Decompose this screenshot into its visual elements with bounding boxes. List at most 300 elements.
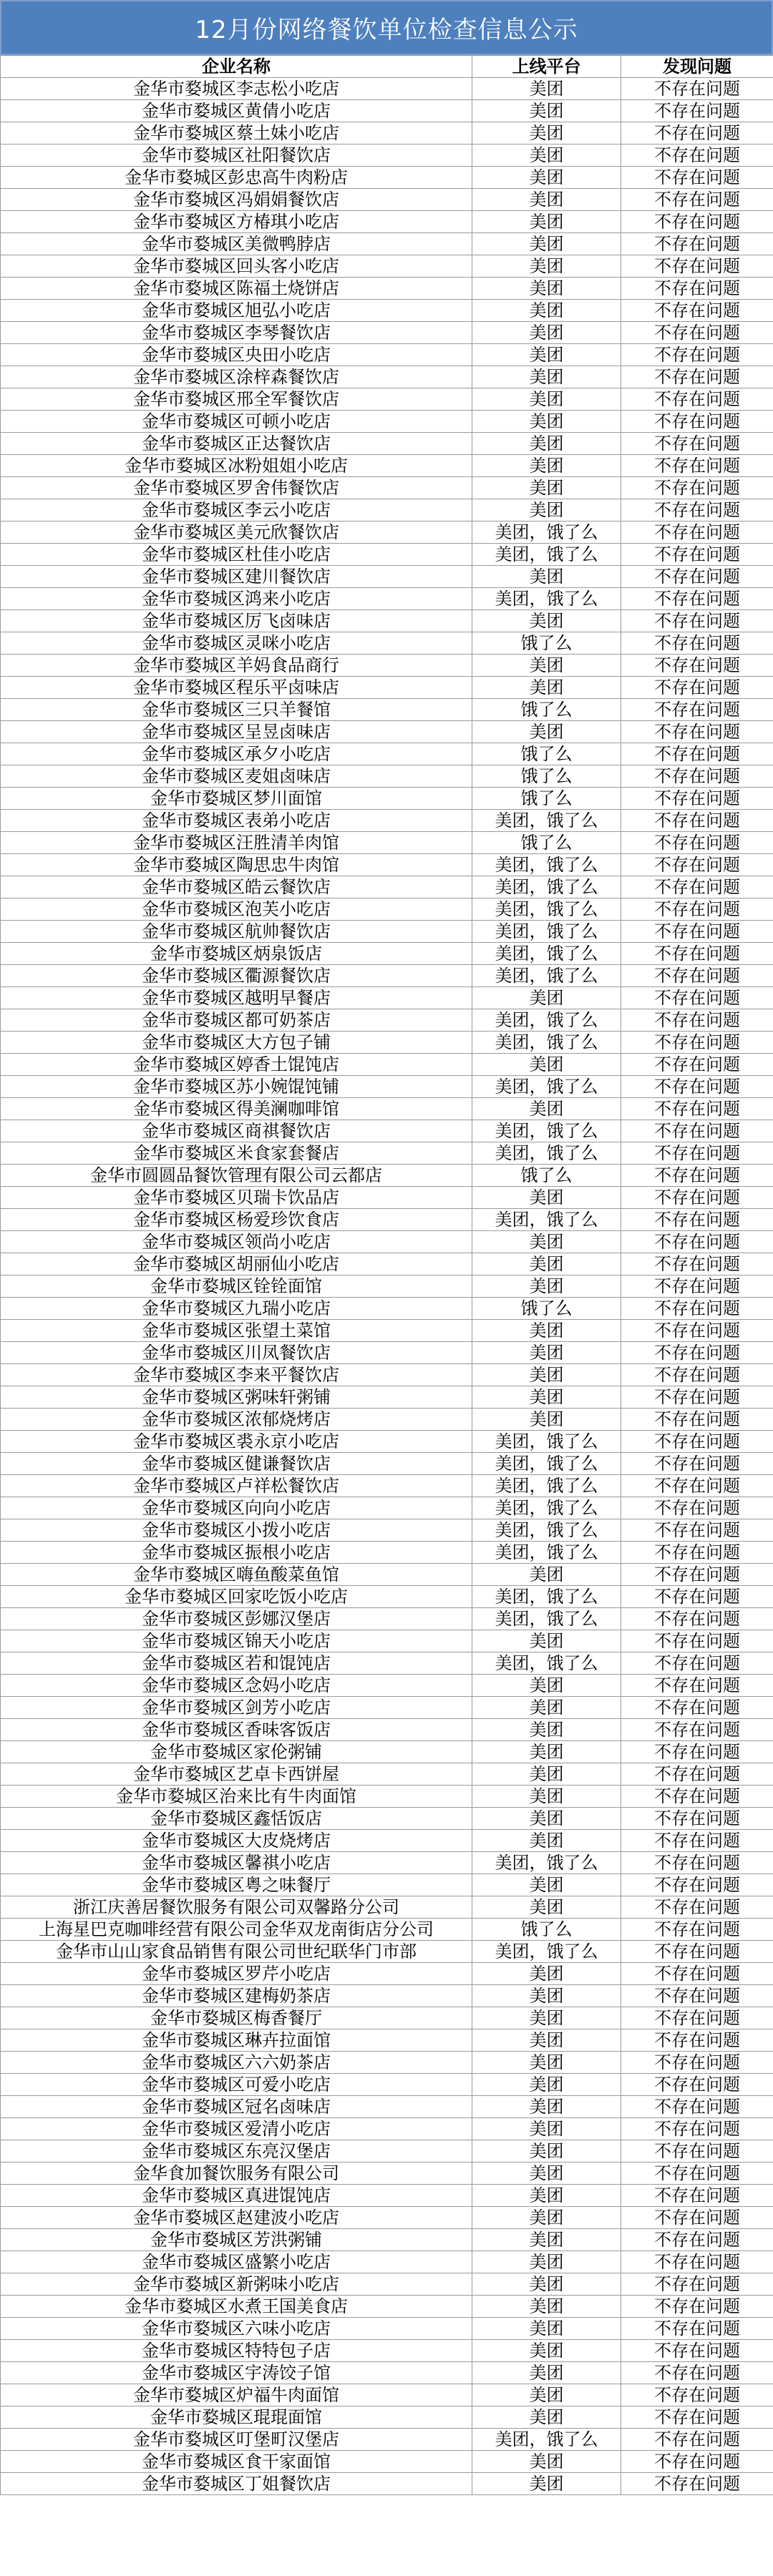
issue-cell: 不存在问题 bbox=[621, 810, 773, 832]
table-row bbox=[1, 943, 773, 965]
header-company-name: 企业名称 bbox=[1, 56, 472, 78]
platform-cell: 美团，饿了么 bbox=[472, 921, 621, 943]
issue-cell: 不存在问题 bbox=[621, 1431, 773, 1453]
company-name-cell: 金华市婺城区治来比有牛肉面馆 bbox=[1, 1786, 472, 1808]
table-row bbox=[1, 588, 773, 610]
platform-cell: 美团 bbox=[472, 145, 621, 167]
company-name-cell: 金华市婺城区贝瑞卡饮品店 bbox=[1, 1187, 472, 1209]
issue-cell: 不存在问题 bbox=[621, 2052, 773, 2074]
platform-cell: 美团，饿了么 bbox=[472, 1209, 621, 1231]
company-name-cell: 金华市婺城区商祺餐饮店 bbox=[1, 1120, 472, 1142]
company-name-cell: 金华市婺城区婷香土馄饨店 bbox=[1, 1054, 472, 1076]
company-name-cell: 金华市婺城区馨祺小吃店 bbox=[1, 1852, 472, 1874]
platform-cell: 美团，饿了么 bbox=[472, 810, 621, 832]
company-name-cell: 金华市婺城区汪胜清羊肉馆 bbox=[1, 832, 472, 854]
issue-cell: 不存在问题 bbox=[621, 145, 773, 167]
company-name-cell: 金华市婺城区浓郁烧烤店 bbox=[1, 1409, 472, 1431]
platform-cell: 美团，饿了么 bbox=[472, 1608, 621, 1630]
platform-cell: 美团 bbox=[472, 322, 621, 344]
platform-cell: 美团 bbox=[472, 1630, 621, 1652]
issue-cell: 不存在问题 bbox=[621, 2406, 773, 2429]
company-name-cell: 金华市圆圆品餐饮管理有限公司云都店 bbox=[1, 1165, 472, 1187]
platform-cell: 美团 bbox=[472, 1054, 621, 1076]
platform-cell: 美团 bbox=[472, 2451, 621, 2473]
issue-cell: 不存在问题 bbox=[621, 588, 773, 610]
company-name-cell: 金华市婺城区杨爱珍饮食店 bbox=[1, 1209, 472, 1231]
company-name-cell: 金华市婺城区厉飞卤味店 bbox=[1, 610, 472, 632]
company-name-cell: 金华市婺城区锦天小吃店 bbox=[1, 1630, 472, 1652]
table-row bbox=[1, 1985, 773, 2007]
company-name-cell: 金华市婺城区艺卓卡西饼屋 bbox=[1, 1763, 472, 1786]
issue-cell: 不存在问题 bbox=[621, 388, 773, 411]
issue-cell: 不存在问题 bbox=[621, 566, 773, 588]
issue-cell: 不存在问题 bbox=[621, 699, 773, 721]
issue-cell: 不存在问题 bbox=[621, 1120, 773, 1142]
platform-cell: 美团，饿了么 bbox=[472, 1009, 621, 1032]
issue-cell: 不存在问题 bbox=[621, 2318, 773, 2340]
platform-cell: 美团 bbox=[472, 122, 621, 145]
platform-cell: 美团 bbox=[472, 2140, 621, 2163]
company-name-cell: 金华市婺城区香味客饭店 bbox=[1, 1719, 472, 1741]
company-name-cell: 金华市婺城区杜佳小吃店 bbox=[1, 544, 472, 566]
table-row bbox=[1, 1453, 773, 1475]
company-name-cell: 金华市婺城区李云小吃店 bbox=[1, 499, 472, 521]
issue-cell: 不存在问题 bbox=[621, 1808, 773, 1830]
platform-cell: 美团 bbox=[472, 2273, 621, 2296]
issue-cell: 不存在问题 bbox=[621, 721, 773, 743]
platform-cell: 美团 bbox=[472, 2118, 621, 2140]
table-row bbox=[1, 2473, 773, 2495]
company-name-cell: 金华市婺城区建梅奶茶店 bbox=[1, 1985, 472, 2007]
platform-cell: 饿了么 bbox=[472, 1165, 621, 1187]
platform-cell: 饿了么 bbox=[472, 632, 621, 655]
platform-cell: 美团，饿了么 bbox=[472, 1852, 621, 1874]
issue-cell: 不存在问题 bbox=[621, 2163, 773, 2185]
issue-cell: 不存在问题 bbox=[621, 1032, 773, 1054]
company-name-cell: 金华市婺城区鸿来小吃店 bbox=[1, 588, 472, 610]
issue-cell: 不存在问题 bbox=[621, 1519, 773, 1542]
table-row bbox=[1, 921, 773, 943]
issue-cell: 不存在问题 bbox=[621, 278, 773, 300]
company-name-cell: 金华市婺城区旭弘小吃店 bbox=[1, 300, 472, 322]
table-row bbox=[1, 2406, 773, 2429]
issue-cell: 不存在问题 bbox=[621, 322, 773, 344]
platform-cell: 美团，饿了么 bbox=[472, 876, 621, 898]
issue-cell: 不存在问题 bbox=[621, 100, 773, 122]
company-name-cell: 金华市婺城区承夕小吃店 bbox=[1, 743, 472, 765]
table-header-row bbox=[1, 56, 773, 78]
company-name-cell: 金华市婺城区特特包子店 bbox=[1, 2340, 472, 2362]
company-name-cell: 金华市婺城区若和馄饨店 bbox=[1, 1652, 472, 1675]
platform-cell: 美团 bbox=[472, 2052, 621, 2074]
company-name-cell: 金华市婺城区都可奶茶店 bbox=[1, 1009, 472, 1032]
table-row bbox=[1, 832, 773, 854]
company-name-cell: 金华市婺城区冠名卤味店 bbox=[1, 2096, 472, 2118]
issue-cell: 不存在问题 bbox=[621, 366, 773, 388]
table-row bbox=[1, 566, 773, 588]
platform-cell: 美团 bbox=[472, 499, 621, 521]
platform-cell: 美团，饿了么 bbox=[472, 1120, 621, 1142]
platform-cell: 美团 bbox=[472, 1275, 621, 1298]
issue-cell: 不存在问题 bbox=[621, 1697, 773, 1719]
table-row bbox=[1, 255, 773, 278]
issue-cell: 不存在问题 bbox=[621, 2007, 773, 2029]
table-row bbox=[1, 2296, 773, 2318]
platform-cell: 美团，饿了么 bbox=[472, 588, 621, 610]
company-name-cell: 金华市婺城区社阳餐饮店 bbox=[1, 145, 472, 167]
issue-cell: 不存在问题 bbox=[621, 876, 773, 898]
company-name-cell: 金华市山山家食品销售有限公司世纪联华门市部 bbox=[1, 1941, 472, 1963]
platform-cell: 美团 bbox=[472, 455, 621, 477]
company-name-cell: 金华市婺城区方椿琪小吃店 bbox=[1, 211, 472, 233]
platform-cell: 美团 bbox=[472, 78, 621, 100]
platform-cell: 美团 bbox=[472, 1098, 621, 1120]
issue-cell: 不存在问题 bbox=[621, 1919, 773, 1941]
issue-cell: 不存在问题 bbox=[621, 499, 773, 521]
table-row bbox=[1, 167, 773, 189]
table-row bbox=[1, 2118, 773, 2140]
company-name-cell: 金华市婺城区建川餐饮店 bbox=[1, 566, 472, 588]
issue-cell: 不存在问题 bbox=[621, 455, 773, 477]
company-name-cell: 金华市婺城区可顿小吃店 bbox=[1, 411, 472, 433]
company-name-cell: 金华市婺城区正达餐饮店 bbox=[1, 433, 472, 455]
platform-cell: 美团 bbox=[472, 987, 621, 1009]
table-row bbox=[1, 1896, 773, 1919]
table-row bbox=[1, 1608, 773, 1630]
company-name-cell: 金华市婺城区盛繁小吃店 bbox=[1, 2251, 472, 2273]
table-row bbox=[1, 1054, 773, 1076]
table-row bbox=[1, 1320, 773, 1342]
company-name-cell: 金华市婺城区裘永京小吃店 bbox=[1, 1431, 472, 1453]
company-name-cell: 金华市婺城区罗芹小吃店 bbox=[1, 1963, 472, 1985]
issue-cell: 不存在问题 bbox=[621, 1142, 773, 1165]
platform-cell: 美团 bbox=[472, 366, 621, 388]
company-name-cell: 金华市婺城区彭娜汉堡店 bbox=[1, 1608, 472, 1630]
platform-cell: 美团 bbox=[472, 566, 621, 588]
company-name-cell: 金华市婺城区鑫恬饭店 bbox=[1, 1808, 472, 1830]
inspection-table bbox=[0, 55, 773, 2495]
company-name-cell: 金华市婺城区罗舍伟餐饮店 bbox=[1, 477, 472, 499]
platform-cell: 美团 bbox=[472, 1342, 621, 1364]
company-name-cell: 金华市婺城区健谦餐饮店 bbox=[1, 1453, 472, 1475]
table-row bbox=[1, 898, 773, 921]
table-body bbox=[1, 78, 773, 2495]
platform-cell: 美团 bbox=[472, 1386, 621, 1409]
company-name-cell: 金华市婺城区叮堡町汉堡店 bbox=[1, 2429, 472, 2451]
platform-cell: 美团 bbox=[472, 100, 621, 122]
company-name-cell: 金华市婺城区张望土菜馆 bbox=[1, 1320, 472, 1342]
company-name-cell: 金华市婺城区皓云餐饮店 bbox=[1, 876, 472, 898]
table-row bbox=[1, 2451, 773, 2473]
table-row bbox=[1, 521, 773, 544]
platform-cell: 美团 bbox=[472, 388, 621, 411]
issue-cell: 不存在问题 bbox=[621, 1298, 773, 1320]
platform-cell: 美团 bbox=[472, 1830, 621, 1852]
table-row bbox=[1, 278, 773, 300]
company-name-cell: 金华市婺城区可爱小吃店 bbox=[1, 2074, 472, 2096]
company-name-cell: 金华市婺城区领尚小吃店 bbox=[1, 1231, 472, 1253]
platform-cell: 美团 bbox=[472, 344, 621, 366]
company-name-cell: 金华市婺城区央田小吃店 bbox=[1, 344, 472, 366]
issue-cell: 不存在问题 bbox=[621, 2473, 773, 2495]
table-row bbox=[1, 499, 773, 521]
issue-cell: 不存在问题 bbox=[621, 2229, 773, 2251]
issue-cell: 不存在问题 bbox=[621, 1896, 773, 1919]
platform-cell: 美团，饿了么 bbox=[472, 1453, 621, 1475]
company-name-cell: 金华市婺城区冰粉姐姐小吃店 bbox=[1, 455, 472, 477]
platform-cell: 美团 bbox=[472, 1564, 621, 1586]
company-name-cell: 金华市婺城区念妈小吃店 bbox=[1, 1675, 472, 1697]
issue-cell: 不存在问题 bbox=[621, 1786, 773, 1808]
table-row bbox=[1, 854, 773, 876]
issue-cell: 不存在问题 bbox=[621, 1231, 773, 1253]
issue-cell: 不存在问题 bbox=[621, 965, 773, 987]
table-row bbox=[1, 2074, 773, 2096]
table-row bbox=[1, 1741, 773, 1763]
platform-cell: 饿了么 bbox=[472, 1919, 621, 1941]
issue-cell: 不存在问题 bbox=[621, 2185, 773, 2207]
company-name-cell: 金华市婺城区泡芙小吃店 bbox=[1, 898, 472, 921]
issue-cell: 不存在问题 bbox=[621, 255, 773, 278]
table-row bbox=[1, 2207, 773, 2229]
table-row bbox=[1, 189, 773, 211]
company-name-cell: 金华市婺城区梅香餐厅 bbox=[1, 2007, 472, 2029]
platform-cell: 美团，饿了么 bbox=[472, 1142, 621, 1165]
table-row bbox=[1, 1364, 773, 1386]
platform-cell: 美团，饿了么 bbox=[472, 1542, 621, 1564]
table-row bbox=[1, 765, 773, 788]
issue-cell: 不存在问题 bbox=[621, 2340, 773, 2362]
company-name-cell: 金华市婺城区苏小婉馄饨铺 bbox=[1, 1076, 472, 1098]
table-row bbox=[1, 1697, 773, 1719]
issue-cell: 不存在问题 bbox=[621, 1874, 773, 1896]
table-row bbox=[1, 2185, 773, 2207]
table-row bbox=[1, 411, 773, 433]
company-name-cell: 金华市婺城区李志松小吃店 bbox=[1, 78, 472, 100]
issue-cell: 不存在问题 bbox=[621, 477, 773, 499]
issue-cell: 不存在问题 bbox=[621, 2118, 773, 2140]
platform-cell: 美团，饿了么 bbox=[472, 854, 621, 876]
header-platform: 上线平台 bbox=[472, 56, 621, 78]
company-name-cell: 金华市婺城区粤之味餐厅 bbox=[1, 1874, 472, 1896]
company-name-cell: 金华市婺城区六六奶茶店 bbox=[1, 2052, 472, 2074]
company-name-cell: 金华市婺城区美微鸭脖店 bbox=[1, 233, 472, 255]
table-row bbox=[1, 455, 773, 477]
issue-cell: 不存在问题 bbox=[621, 1253, 773, 1275]
platform-cell: 美团 bbox=[472, 1697, 621, 1719]
table-row bbox=[1, 2229, 773, 2251]
issue-cell: 不存在问题 bbox=[621, 2140, 773, 2163]
company-name-cell: 金华市婺城区羊妈食品商行 bbox=[1, 655, 472, 677]
table-row bbox=[1, 322, 773, 344]
company-name-cell: 金华市婺城区程乐平卤味店 bbox=[1, 677, 472, 699]
issue-cell: 不存在问题 bbox=[621, 544, 773, 566]
table-row bbox=[1, 610, 773, 632]
company-name-cell: 金华市婺城区麦姐卤味店 bbox=[1, 765, 472, 788]
table-row bbox=[1, 1808, 773, 1830]
issue-cell: 不存在问题 bbox=[621, 1165, 773, 1187]
table-row bbox=[1, 2140, 773, 2163]
table-row bbox=[1, 743, 773, 765]
issue-cell: 不存在问题 bbox=[621, 2296, 773, 2318]
platform-cell: 美团 bbox=[472, 2029, 621, 2052]
company-name-cell: 金华市婺城区航帅餐饮店 bbox=[1, 921, 472, 943]
table-row bbox=[1, 1187, 773, 1209]
company-name-cell: 金华市婺城区梦川面馆 bbox=[1, 788, 472, 810]
issue-cell: 不存在问题 bbox=[621, 1342, 773, 1364]
table-row bbox=[1, 1497, 773, 1519]
issue-cell: 不存在问题 bbox=[621, 1386, 773, 1409]
platform-cell: 美团 bbox=[472, 477, 621, 499]
platform-cell: 美团 bbox=[472, 255, 621, 278]
issue-cell: 不存在问题 bbox=[621, 1741, 773, 1763]
table-row bbox=[1, 1076, 773, 1098]
platform-cell: 美团 bbox=[472, 2318, 621, 2340]
table-row bbox=[1, 433, 773, 455]
issue-cell: 不存在问题 bbox=[621, 2384, 773, 2406]
platform-cell: 美团 bbox=[472, 2362, 621, 2384]
company-name-cell: 金华市婺城区芳洪粥铺 bbox=[1, 2229, 472, 2251]
company-name-cell: 金华市婺城区灵咪小吃店 bbox=[1, 632, 472, 655]
table-row bbox=[1, 1586, 773, 1608]
issue-cell: 不存在问题 bbox=[621, 1941, 773, 1963]
table-row bbox=[1, 1675, 773, 1697]
table-row bbox=[1, 1409, 773, 1431]
table-row bbox=[1, 300, 773, 322]
issue-cell: 不存在问题 bbox=[621, 78, 773, 100]
issue-cell: 不存在问题 bbox=[621, 2362, 773, 2384]
issue-cell: 不存在问题 bbox=[621, 1542, 773, 1564]
table-row bbox=[1, 987, 773, 1009]
table-row bbox=[1, 1786, 773, 1808]
company-name-cell: 金华市婺城区越明早餐店 bbox=[1, 987, 472, 1009]
table-row bbox=[1, 122, 773, 145]
company-name-cell: 金华市婺城区家伦粥铺 bbox=[1, 1741, 472, 1763]
platform-cell: 美团，饿了么 bbox=[472, 521, 621, 544]
platform-cell: 美团，饿了么 bbox=[472, 2429, 621, 2451]
company-name-cell: 金华市婺城区剑芳小吃店 bbox=[1, 1697, 472, 1719]
issue-cell: 不存在问题 bbox=[621, 1054, 773, 1076]
company-name-cell: 金华市婺城区陶思忠牛肉馆 bbox=[1, 854, 472, 876]
page-title: 12月份网络餐饮单位检查信息公示 bbox=[0, 0, 773, 55]
platform-cell: 美团 bbox=[472, 677, 621, 699]
platform-cell: 美团 bbox=[472, 1364, 621, 1386]
company-name-cell: 金华市婺城区赵建波小吃店 bbox=[1, 2207, 472, 2229]
platform-cell: 美团 bbox=[472, 211, 621, 233]
table-row bbox=[1, 810, 773, 832]
issue-cell: 不存在问题 bbox=[621, 2251, 773, 2273]
issue-cell: 不存在问题 bbox=[621, 1076, 773, 1098]
company-name-cell: 金华市婺城区真进馄饨店 bbox=[1, 2185, 472, 2207]
issue-cell: 不存在问题 bbox=[621, 1009, 773, 1032]
platform-cell: 美团，饿了么 bbox=[472, 965, 621, 987]
issue-cell: 不存在问题 bbox=[621, 2451, 773, 2473]
issue-cell: 不存在问题 bbox=[621, 1963, 773, 1985]
company-name-cell: 浙江庆善居餐饮服务有限公司双馨路分公司 bbox=[1, 1896, 472, 1919]
issue-cell: 不存在问题 bbox=[621, 1608, 773, 1630]
company-name-cell: 金华市婺城区丁姐餐饮店 bbox=[1, 2473, 472, 2495]
platform-cell: 美团 bbox=[472, 1187, 621, 1209]
table-row bbox=[1, 1852, 773, 1874]
table-row bbox=[1, 388, 773, 411]
table-row bbox=[1, 2096, 773, 2118]
platform-cell: 美团，饿了么 bbox=[472, 1519, 621, 1542]
table-row bbox=[1, 1120, 773, 1142]
table-row bbox=[1, 677, 773, 699]
platform-cell: 美团 bbox=[472, 433, 621, 455]
platform-cell: 美团 bbox=[472, 1675, 621, 1697]
company-name-cell: 金华市婺城区新粥味小吃店 bbox=[1, 2273, 472, 2296]
table-row bbox=[1, 477, 773, 499]
company-name-cell: 金华市婺城区米食家套餐店 bbox=[1, 1142, 472, 1165]
company-name-cell: 金华市婺城区涂梓森餐饮店 bbox=[1, 366, 472, 388]
company-name-cell: 金华市婺城区冯娟娟餐饮店 bbox=[1, 189, 472, 211]
issue-cell: 不存在问题 bbox=[621, 1586, 773, 1608]
platform-cell: 美团，饿了么 bbox=[472, 1941, 621, 1963]
company-name-cell: 金华市婺城区大皮烧烤店 bbox=[1, 1830, 472, 1852]
platform-cell: 美团 bbox=[472, 2473, 621, 2495]
table-row bbox=[1, 2429, 773, 2451]
company-name-cell: 金华市婺城区回头客小吃店 bbox=[1, 255, 472, 278]
table-row bbox=[1, 78, 773, 100]
issue-cell: 不存在问题 bbox=[621, 2074, 773, 2096]
table-row bbox=[1, 721, 773, 743]
company-name-cell: 金华市婺城区铨铨面馆 bbox=[1, 1275, 472, 1298]
platform-cell: 美团 bbox=[472, 2251, 621, 2273]
header-issues: 发现问题 bbox=[621, 56, 773, 78]
table-row bbox=[1, 344, 773, 366]
platform-cell: 美团 bbox=[472, 2163, 621, 2185]
platform-cell: 饿了么 bbox=[472, 743, 621, 765]
platform-cell: 美团，饿了么 bbox=[472, 943, 621, 965]
table-row bbox=[1, 1475, 773, 1497]
issue-cell: 不存在问题 bbox=[621, 655, 773, 677]
company-name-cell: 金华食加餐饮服务有限公司 bbox=[1, 2163, 472, 2185]
issue-cell: 不存在问题 bbox=[621, 189, 773, 211]
issue-cell: 不存在问题 bbox=[621, 1830, 773, 1852]
table-row bbox=[1, 1009, 773, 1032]
platform-cell: 美团 bbox=[472, 2340, 621, 2362]
company-name-cell: 金华市婺城区川凤餐饮店 bbox=[1, 1342, 472, 1364]
company-name-cell: 金华市婺城区李来平餐饮店 bbox=[1, 1364, 472, 1386]
issue-cell: 不存在问题 bbox=[621, 2429, 773, 2451]
table-row bbox=[1, 2052, 773, 2074]
table-row bbox=[1, 100, 773, 122]
table-row bbox=[1, 1386, 773, 1409]
platform-cell: 美团 bbox=[472, 1231, 621, 1253]
issue-cell: 不存在问题 bbox=[621, 921, 773, 943]
company-name-cell: 金华市婺城区琨琨面馆 bbox=[1, 2406, 472, 2429]
company-name-cell: 金华市婺城区回家吃饭小吃店 bbox=[1, 1586, 472, 1608]
company-name-cell: 金华市婺城区振根小吃店 bbox=[1, 1542, 472, 1564]
platform-cell: 美团 bbox=[472, 2406, 621, 2429]
table-row bbox=[1, 1519, 773, 1542]
platform-cell: 美团，饿了么 bbox=[472, 544, 621, 566]
platform-cell: 美团，饿了么 bbox=[472, 1431, 621, 1453]
table-row bbox=[1, 233, 773, 255]
issue-cell: 不存在问题 bbox=[621, 788, 773, 810]
platform-cell: 美团 bbox=[472, 1985, 621, 2007]
platform-cell: 美团 bbox=[472, 1963, 621, 1985]
table-row bbox=[1, 788, 773, 810]
platform-cell: 美团 bbox=[472, 721, 621, 743]
table-row bbox=[1, 1630, 773, 1652]
issue-cell: 不存在问题 bbox=[621, 2273, 773, 2296]
issue-cell: 不存在问题 bbox=[621, 211, 773, 233]
issue-cell: 不存在问题 bbox=[621, 832, 773, 854]
table-row bbox=[1, 211, 773, 233]
table-row bbox=[1, 1253, 773, 1275]
